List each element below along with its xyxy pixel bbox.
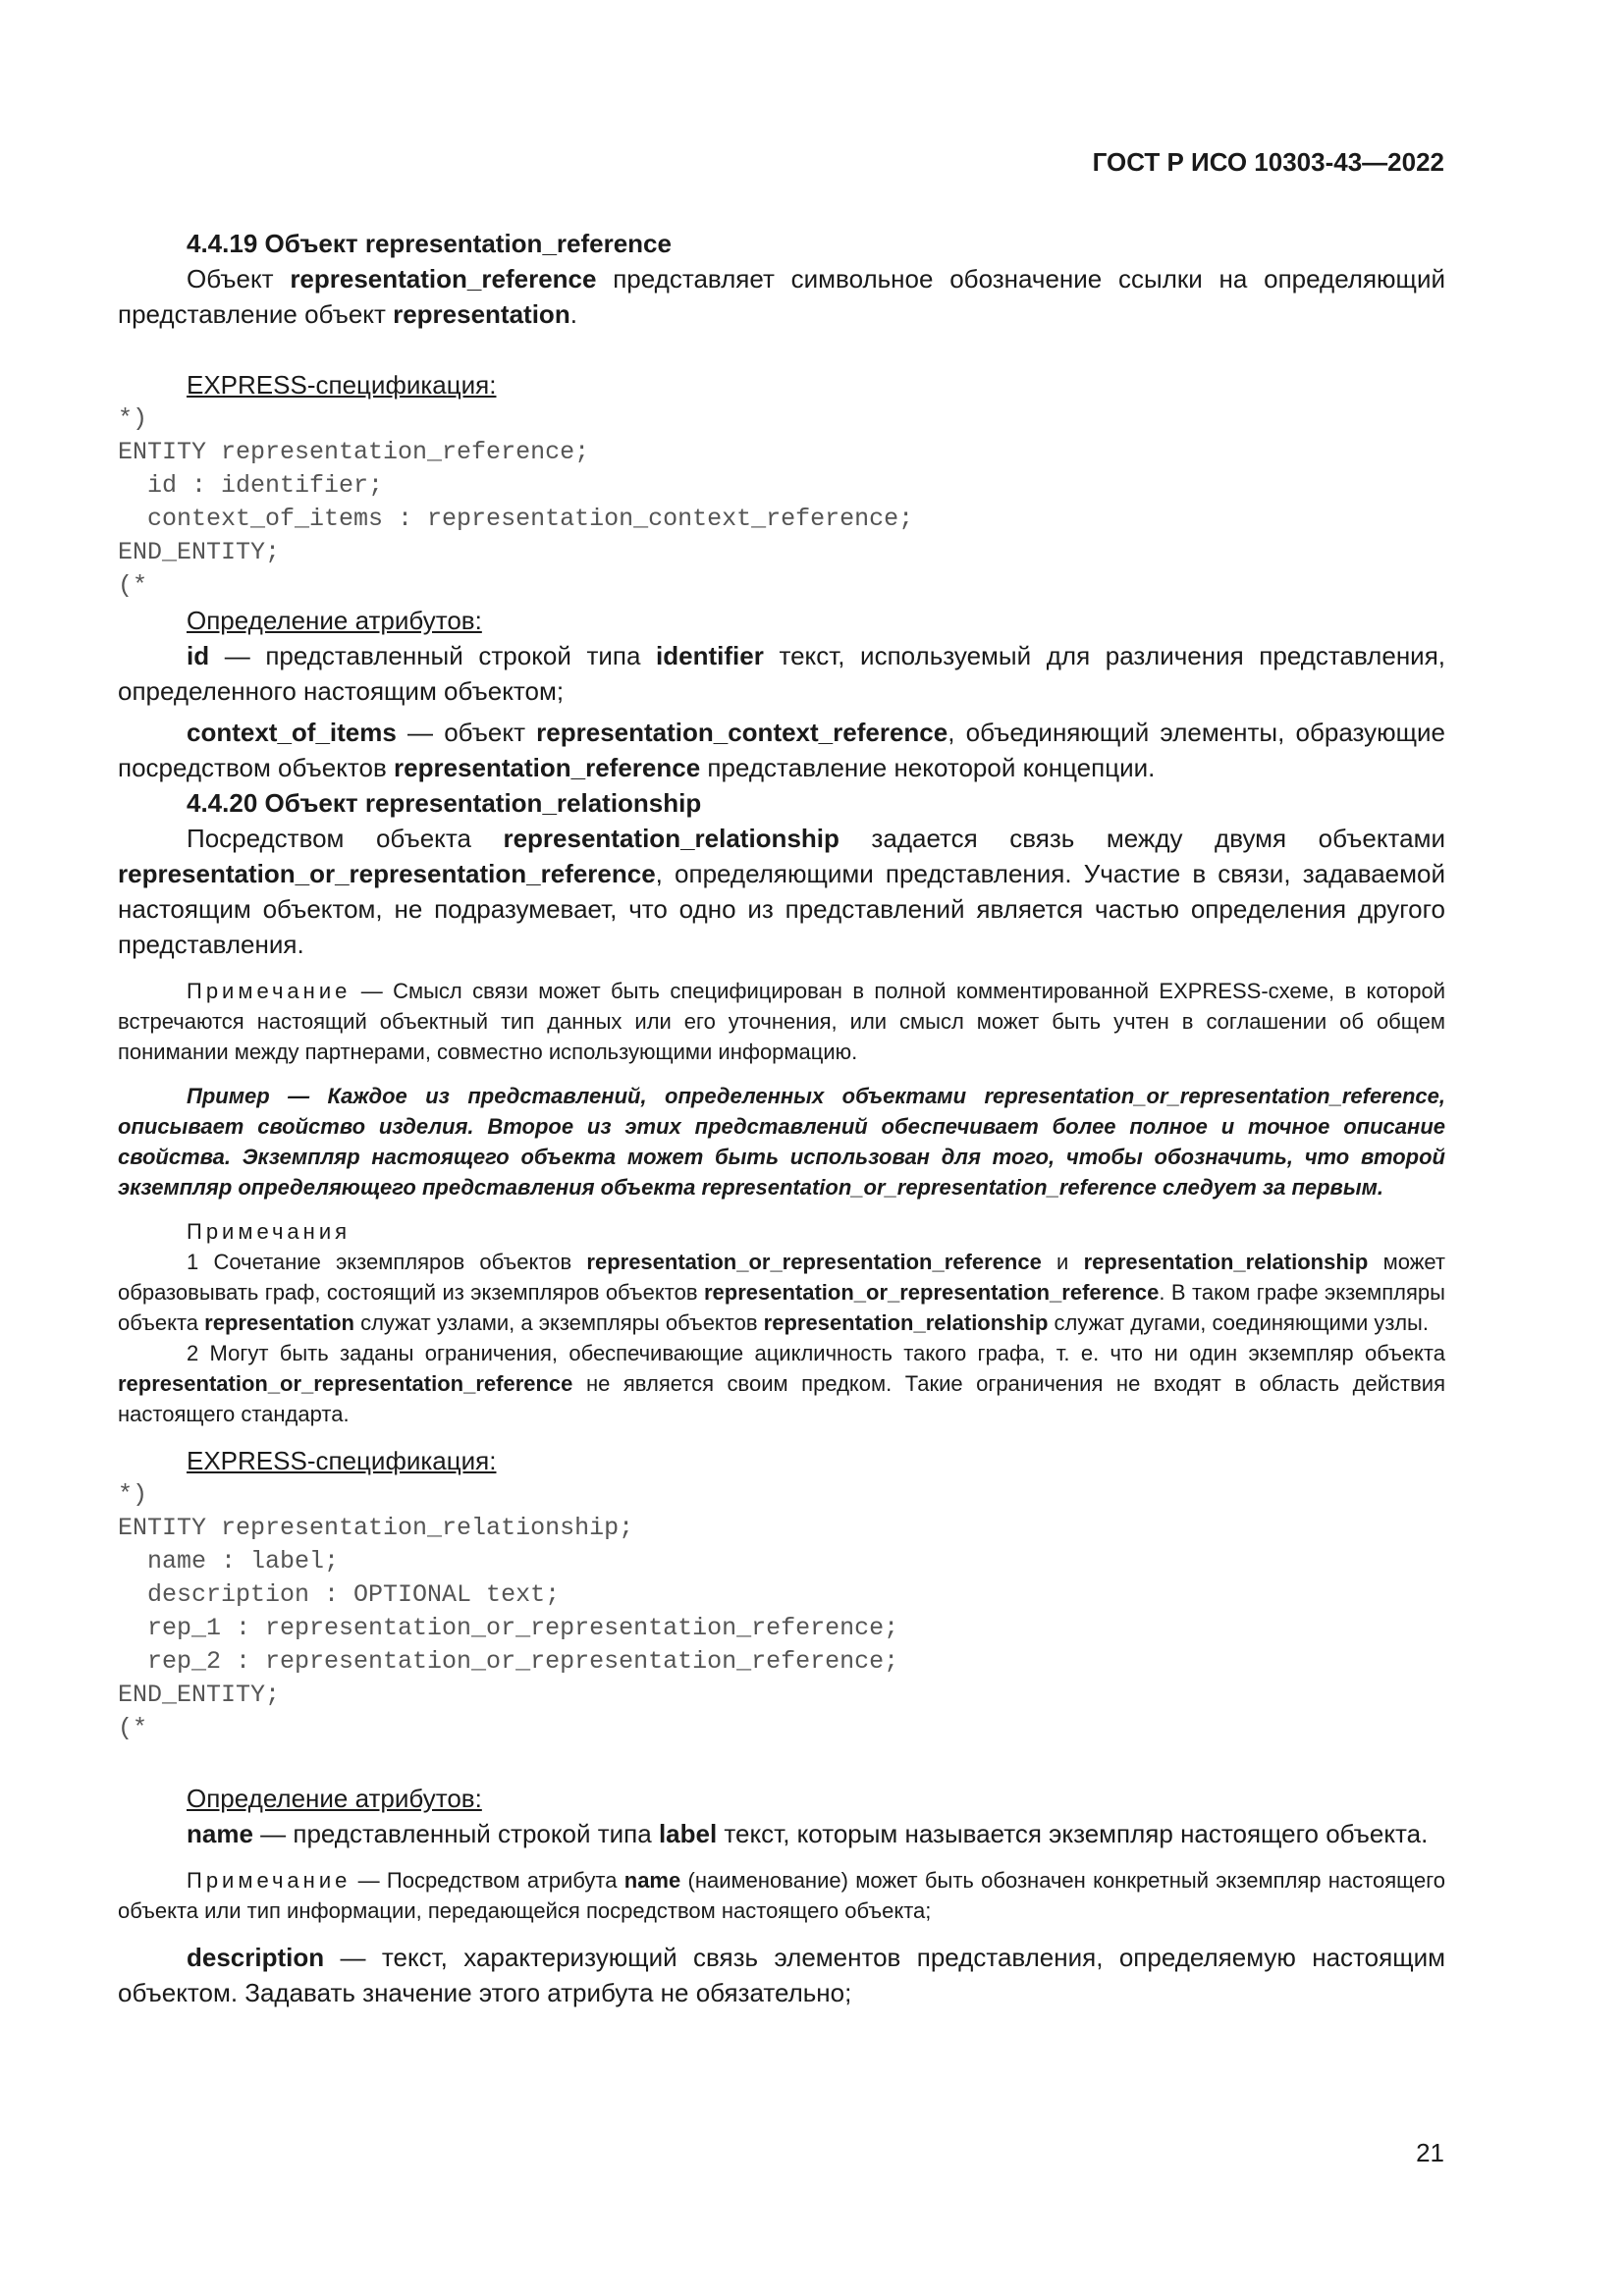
section-4-4-20-intro: Посредством объекта representation_relationship задается связь между двумя объектами representation_or_representation_reference, определяющими представления. Участие в связи, задаваемой настоящим объектом, не подразумевает, что одно из представлений является частью определения другого представления. bbox=[118, 824, 1445, 959]
code-line: rep_1 : representation_or_representation_reference; bbox=[118, 1614, 899, 1642]
code-line: rep_2 : representation_or_representation_reference; bbox=[118, 1647, 899, 1676]
express-code-block-2 bbox=[118, 1478, 1445, 1745]
code-line: ENTITY representation_relationship; bbox=[118, 1514, 634, 1542]
code-line: *) bbox=[118, 404, 148, 433]
attr-id-definition: id — представленный строкой типа identifier текст, используемый для различения представления, определенного настоящим объектом; bbox=[118, 641, 1445, 706]
section-title-4-4-19: 4.4.19 Объект representation_reference bbox=[187, 229, 672, 258]
note-1-graph: 1 Сочетание экземпляров объектов representation_or_representation_reference и representation_relationship может образовывать граф, состоящий из экземпляров объектов representation_or_representation_reference. В таком графе экземпляры объекта representation служат узлами, а экземпляры объектов representation_relationship служат дугами, соединяющими узлы. bbox=[118, 1250, 1445, 1335]
note-2-acyclic: 2 Могут быть заданы ограничения, обеспечивающие ацикличность такого графа, т. е. что ни один экземпляр объекта representation_or_representation_reference не является своим предком. Такие ограничения не входят в область действия настоящего стандарта. bbox=[118, 1341, 1445, 1426]
notes-heading: Примечания bbox=[187, 1219, 352, 1244]
express-spec-label: EXPRESS-спецификация: bbox=[187, 370, 497, 400]
code-line: ENTITY representation_reference; bbox=[118, 438, 590, 466]
note-meaning: Примечание — Смысл связи может быть специфицирован в полной комментированной EXPRESS-схеме, в которой встречаются настоящий объектный тип данных или его уточнения, или смысл может быть учтен в соглашении об общем понимании между партнерами, совместно использующими информацию. bbox=[118, 979, 1445, 1064]
express-spec-label: EXPRESS-спецификация: bbox=[187, 1446, 497, 1475]
page-number: 21 bbox=[1416, 2138, 1444, 2167]
attributes-label: Определение атрибутов: bbox=[187, 1784, 482, 1813]
code-line: description : OPTIONAL text; bbox=[118, 1580, 561, 1609]
page-content bbox=[118, 226, 1445, 2010]
code-line: END_ENTITY; bbox=[118, 538, 281, 566]
code-line: END_ENTITY; bbox=[118, 1681, 281, 1709]
code-line: name : label; bbox=[118, 1547, 340, 1575]
express-code-block-1 bbox=[118, 402, 1445, 603]
code-line: *) bbox=[118, 1480, 148, 1509]
document-header: ГОСТ Р ИСО 10303-43—2022 bbox=[1092, 147, 1444, 177]
code-line: context_of_items : representation_context_reference; bbox=[118, 505, 914, 533]
attr-description-definition: description — текст, характеризующий связь элементов представления, определяемую настоящим объектом. Задавать значение этого атрибута не обязательно; bbox=[118, 1943, 1445, 2007]
attributes-label: Определение атрибутов: bbox=[187, 606, 482, 635]
code-line: (* bbox=[118, 571, 148, 600]
section-title-4-4-20: 4.4.20 Объект representation_relationship bbox=[187, 788, 702, 818]
note-name-attribute: Примечание — Посредством атрибута name (наименование) может быть обозначен конкретный экземпляр настоящего объекта или тип информации, передающейся посредством настоящего объекта; bbox=[118, 1868, 1445, 1923]
example-paragraph: Пример — Каждое из представлений, определенных объектами representation_or_representation_reference, описывает свойство изделия. Второе из этих представлений обеспечивает более полное и точное описание свойства. Экземпляр настоящего объекта может быть использован для того, чтобы обозначить, что второй экземпляр определяющего представления объекта representation_or_representation_reference следует за первым. bbox=[118, 1084, 1445, 1200]
section-4-4-19-intro: Объект representation_reference представляет символьное обозначение ссылки на определяющий представление объект representation. bbox=[118, 264, 1445, 329]
code-line: id : identifier; bbox=[118, 471, 384, 500]
attr-name-definition: name — представленный строкой типа label текст, которым называется экземпляр настоящего объекта. bbox=[187, 1819, 1429, 1848]
attr-context-definition: context_of_items — объект representation_context_reference, объединяющий элементы, образующие посредством объектов representation_reference представление некоторой концепции. bbox=[118, 718, 1445, 782]
code-line: (* bbox=[118, 1714, 148, 1742]
